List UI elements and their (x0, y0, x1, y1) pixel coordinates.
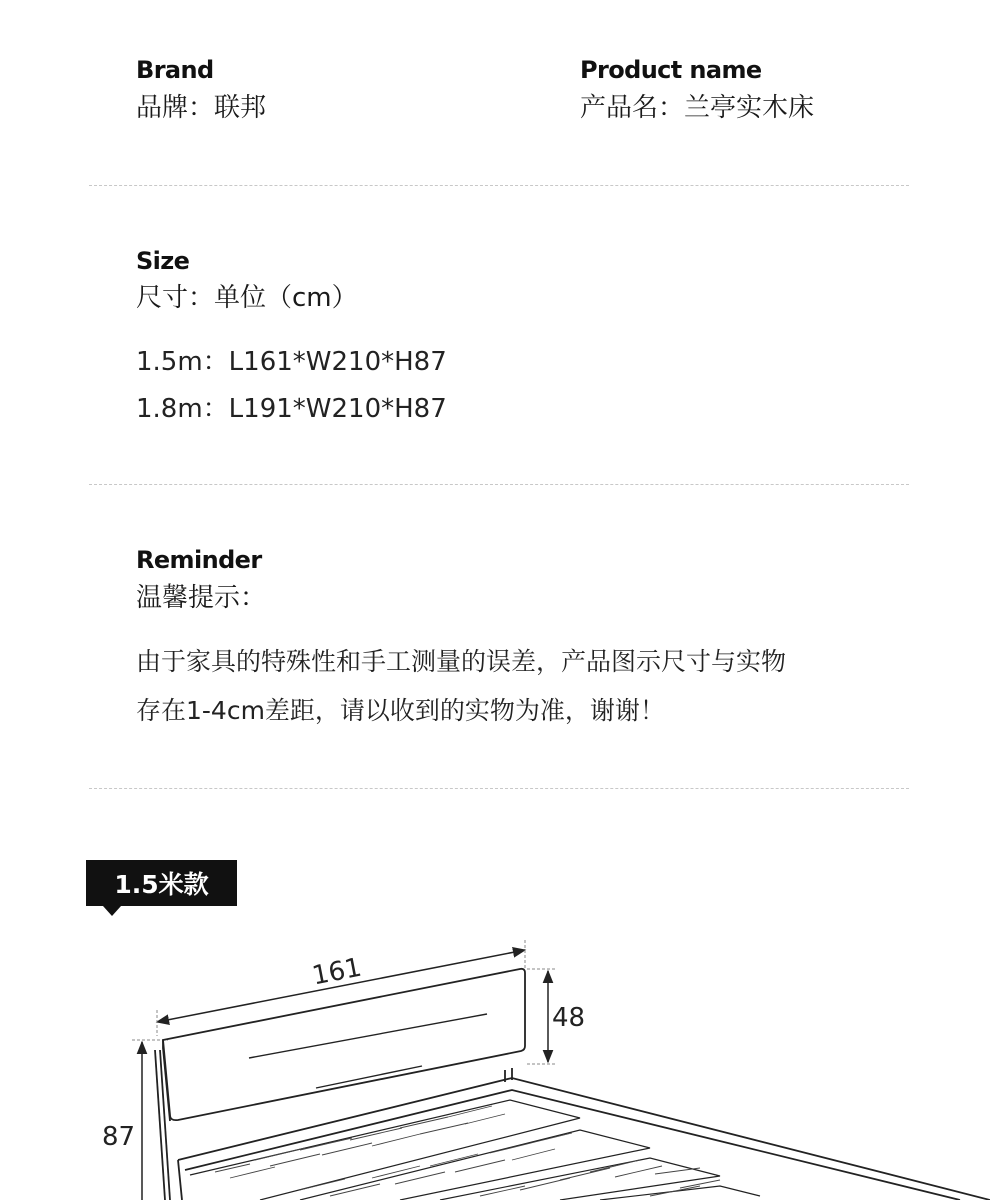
headboard-height-label: 48 (552, 1003, 586, 1033)
variant-tag: 1.5米款 (86, 860, 237, 906)
size-row-1-8m: 1.8m：L191*W210*H87 (136, 394, 447, 424)
total-height-dimension (102, 1040, 168, 1200)
brand-value: 品牌：联邦 (136, 93, 267, 123)
size-row-1-5m: 1.5m：L161*W210*H87 (136, 347, 447, 377)
slat-hatching (215, 1106, 720, 1196)
divider (89, 484, 909, 485)
bed-frame (155, 1050, 990, 1200)
product-name-value: 产品名：兰亭实木床 (580, 93, 815, 123)
reminder-heading: Reminder (136, 546, 262, 574)
size-heading: Size (136, 247, 190, 275)
reminder-text-line-1: 由于家具的特殊性和手工测量的误差，产品图示尺寸与实物 (136, 647, 787, 676)
size-unit: 尺寸：单位（cm） (136, 283, 358, 313)
reminder-text-line-2: 存在1-4cm差距，请以收到的实物为准，谢谢！ (136, 696, 665, 725)
total-height-label: 87 (102, 1122, 136, 1152)
width-label: 161 (309, 952, 365, 992)
headboard (163, 969, 525, 1121)
brand-heading: Brand (136, 56, 214, 84)
headboard-height-dimension (527, 969, 585, 1064)
reminder-label: 温馨提示： (136, 583, 267, 613)
divider (89, 185, 909, 186)
bed-slats (190, 1100, 760, 1200)
variant-tag-pointer (103, 906, 121, 916)
width-dimension (157, 940, 525, 1036)
bed-dimension-drawing (0, 930, 990, 1200)
divider (89, 788, 909, 789)
product-name-heading: Product name (580, 56, 762, 84)
